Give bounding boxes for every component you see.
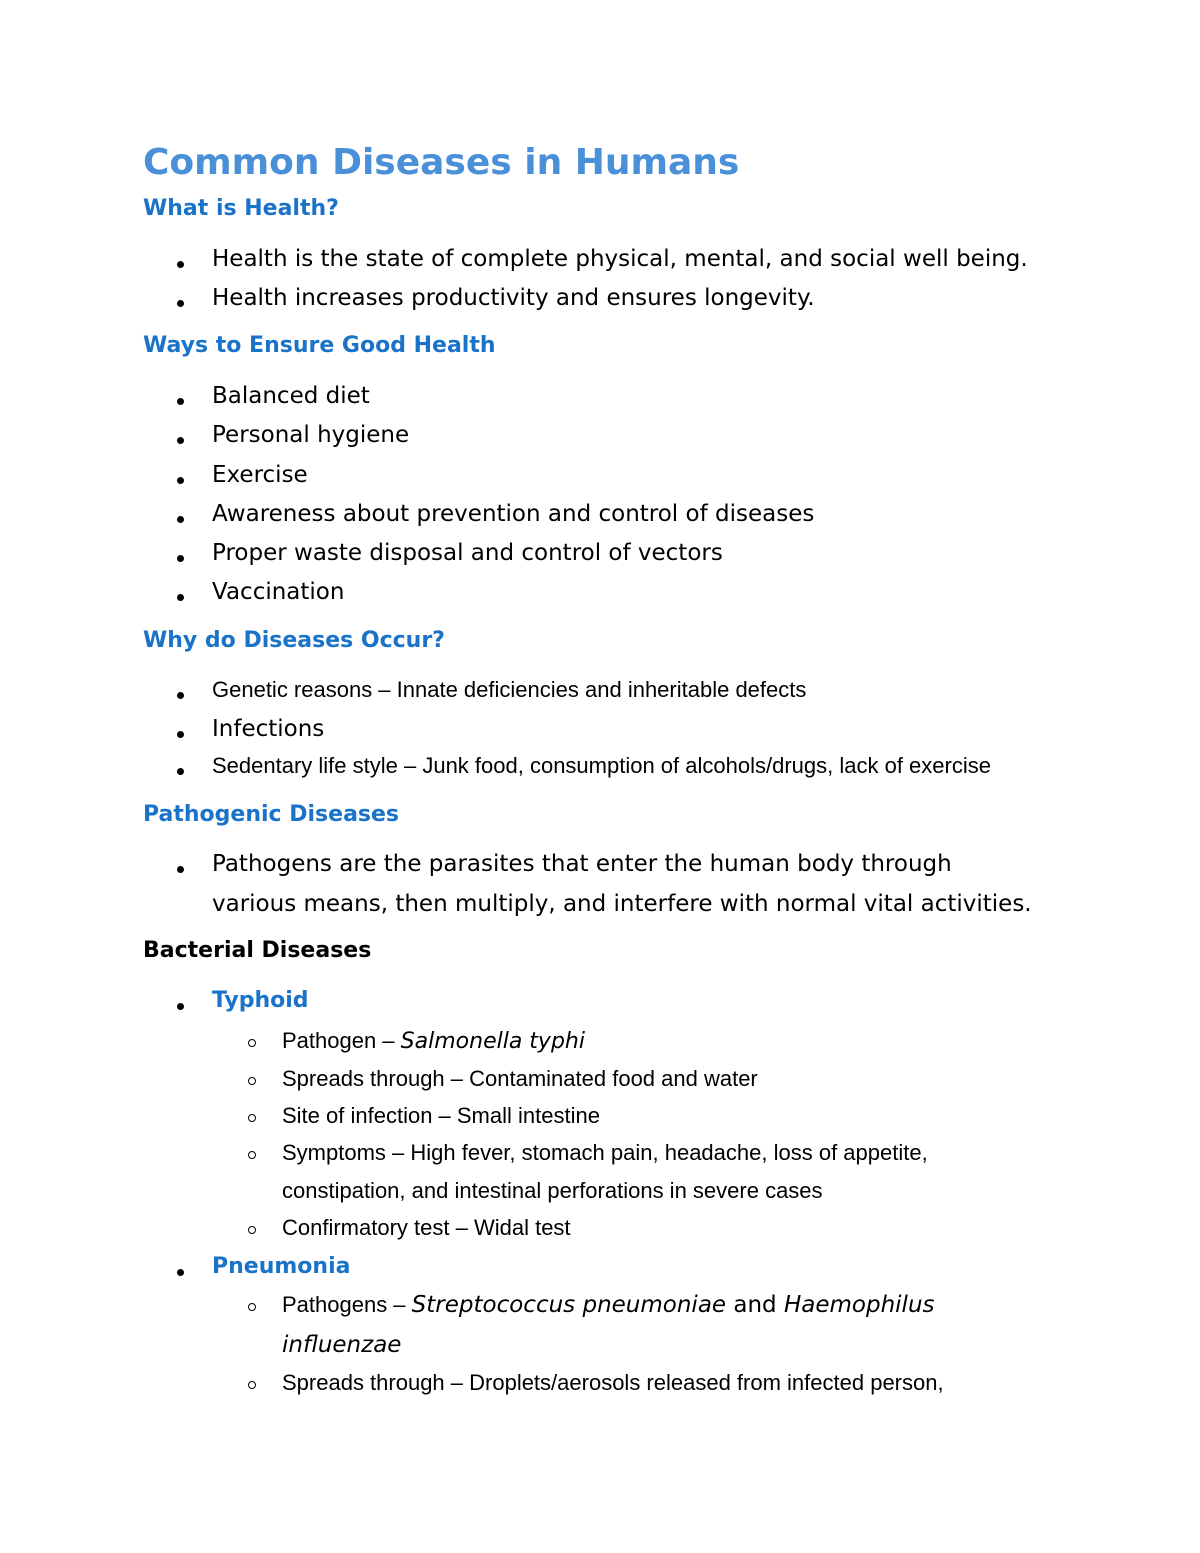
list-item: Confirmatory test – Widal test — [282, 1215, 571, 1240]
list-item: Proper waste disposal and control of vectors — [212, 540, 723, 566]
sub-bullet-circle — [248, 1039, 256, 1047]
disease-name-pneumonia: Pneumonia — [212, 1254, 351, 1279]
pathogen-name: Haemophilus — [783, 1292, 935, 1318]
bullet-dot — [177, 555, 184, 562]
list-item: Balanced diet — [212, 383, 370, 409]
list-item: Sedentary life style – Junk food, consumption of alcohols/drugs, lack of exercise — [212, 753, 991, 778]
list-item: Awareness about prevention and control of diseases — [212, 501, 815, 527]
bullet-dot — [177, 300, 184, 307]
list-item: Personal hygiene — [212, 422, 410, 448]
list-item-continuation — [282, 1330, 401, 1360]
list-item: Pathogens – Streptococcus pneumoniae and Haemophilus — [282, 1292, 935, 1318]
list-item: Pathogens are the parasites that enter the human body through — [212, 851, 952, 877]
bullet-dot — [177, 437, 184, 444]
sub-bullet-circle — [248, 1151, 256, 1159]
bullet-dot — [177, 1003, 184, 1010]
sub-bullet-circle — [248, 1226, 256, 1234]
page-title: Common Diseases in Humans — [143, 142, 740, 183]
heading-pathogenic-diseases: Pathogenic Diseases — [143, 802, 400, 827]
list-item: Genetic reasons – Innate deficiencies and inheritable defects — [212, 677, 807, 702]
heading-bacterial-diseases: Bacterial Diseases — [143, 938, 372, 963]
list-item: Exercise — [212, 462, 308, 488]
list-item: Vaccination — [212, 579, 345, 605]
list-item: Spreads through – Contaminated food and water — [282, 1066, 758, 1091]
sub-bullet-circle — [248, 1303, 256, 1311]
list-item: Pathogen – Salmonella typhi — [282, 1028, 585, 1054]
heading-what-is-health: What is Health? — [143, 196, 339, 221]
list-item: Infections — [212, 716, 325, 742]
bullet-dot — [177, 731, 184, 738]
bullet-dot — [177, 692, 184, 699]
sub-bullet-circle — [248, 1114, 256, 1122]
heading-ways-good-health: Ways to Ensure Good Health — [143, 333, 496, 358]
list-item: Site of infection – Small intestine — [282, 1103, 600, 1128]
bullet-dot — [177, 594, 184, 601]
pathogen-name: influenzae — [282, 1332, 402, 1358]
bullet-dot — [177, 516, 184, 523]
pathogen-name: Streptococcus pneumoniae — [411, 1292, 727, 1318]
sub-bullet-circle — [248, 1381, 256, 1389]
disease-name-typhoid: Typhoid — [212, 988, 309, 1013]
list-item: Symptoms – High fever, stomach pain, headache, loss of appetite, — [282, 1140, 928, 1165]
pathogen-name: Salmonella typhi — [400, 1029, 585, 1054]
list-item: Health increases productivity and ensures longevity. — [212, 285, 815, 311]
heading-why-diseases-occur: Why do Diseases Occur? — [143, 628, 445, 653]
list-item: Health is the state of complete physical, mental, and social well being. — [212, 246, 1028, 272]
list-item-continuation: constipation, and intestinal perforations in severe cases — [282, 1178, 823, 1203]
bullet-dot — [177, 477, 184, 484]
bullet-dot — [177, 261, 184, 268]
sub-bullet-circle — [248, 1077, 256, 1085]
bullet-dot — [177, 866, 184, 873]
bullet-dot — [177, 1269, 184, 1276]
list-item: Spreads through – Droplets/aerosols released from infected person, — [282, 1370, 944, 1395]
bullet-dot — [177, 398, 184, 405]
list-item-continuation: various means, then multiply, and interfere with normal vital activities. — [212, 891, 1032, 917]
bullet-dot — [177, 768, 184, 775]
